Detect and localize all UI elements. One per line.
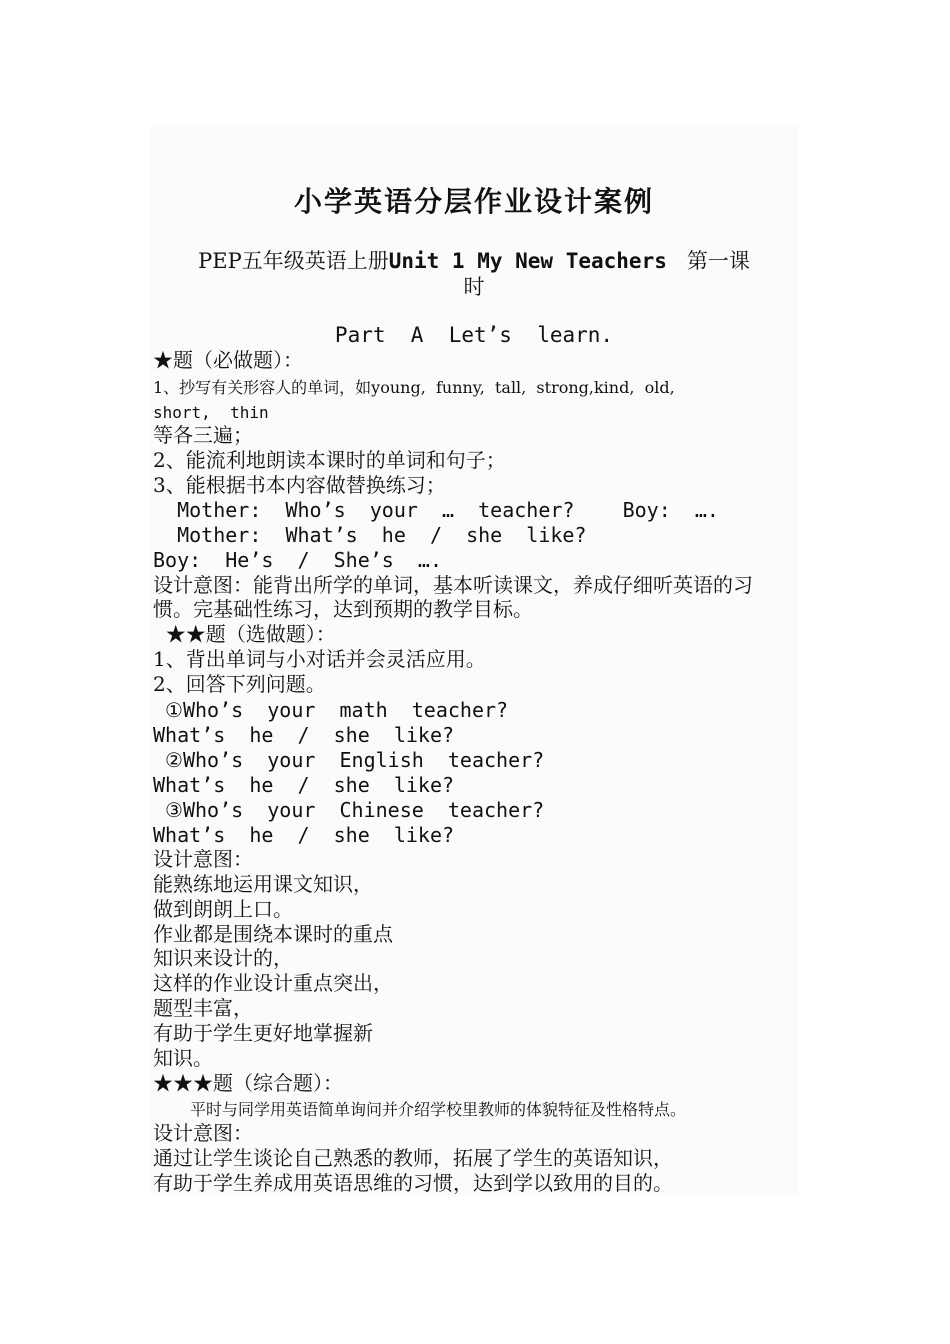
subtitle-lesson: 第一课 bbox=[686, 249, 750, 273]
level3-heading: ★★★题（综合题）： bbox=[153, 1071, 343, 1095]
page-title: 小学英语分层作业设计案例 bbox=[293, 185, 654, 218]
level2-item1: 1、背出单词与小对话并会灵活应用。 bbox=[153, 647, 486, 671]
subtitle-lesson-cont: 时 bbox=[463, 275, 485, 299]
intent2-line-2: 做到朗朗上口。 bbox=[153, 897, 293, 921]
intent2-line-1: 能熟练地运用课文知识， bbox=[153, 872, 373, 896]
intent3-line-1: 通过让学生谈论自己熟悉的教师，拓展了学生的英语知识， bbox=[153, 1146, 673, 1170]
question-1: ①Who’s your math teacher? bbox=[153, 698, 509, 722]
intent3-line-2: 有助于学生养成用英语思维的习惯，达到学以致用的目的。 bbox=[153, 1171, 673, 1195]
intent1-line-1: 设计意图：能背出所学的单词，基本听读课文，养成仔细听英语的习 bbox=[153, 573, 753, 597]
intent1-line-2: 惯。完基础性练习，达到预期的教学目标。 bbox=[153, 597, 533, 621]
question-3-follow: What’s he / she like? bbox=[153, 823, 455, 847]
part-heading: Part A Let’s learn. bbox=[334, 323, 614, 347]
level1-heading: ★题（必做题）： bbox=[153, 348, 303, 372]
intent2-line-8: 知识。 bbox=[153, 1046, 213, 1070]
level1-item1-end: 等各三遍； bbox=[153, 423, 253, 447]
intent2-line-7: 有助于学生更好地掌握新 bbox=[153, 1021, 373, 1045]
subtitle-grade: PEP五年级英语上册 bbox=[198, 249, 389, 273]
intent2-line-6: 题型丰富， bbox=[153, 996, 253, 1020]
question-1-follow: What’s he / she like? bbox=[153, 723, 455, 747]
level1-item1-cont: short, thin bbox=[153, 403, 269, 422]
subtitle-unit: Unit 1 My New Teachers bbox=[388, 249, 667, 273]
intent2-line-5: 这样的作业设计重点突出， bbox=[153, 971, 393, 995]
dialog-line-3: Boy: He’s / She’s …. bbox=[153, 548, 442, 572]
level2-heading: ★★题（选做题）： bbox=[153, 622, 336, 646]
question-3: ③Who’s your Chinese teacher? bbox=[153, 798, 545, 822]
level1-item3: 3、能根据书本内容做替换练习； bbox=[153, 473, 446, 497]
dialog-line-2: Mother: What’s he / she like? bbox=[153, 523, 587, 547]
question-2: ②Who’s your English teacher? bbox=[153, 748, 545, 772]
level2-item2: 2、回答下列问题。 bbox=[153, 672, 326, 696]
level1-item1: 1、抄写有关形容人的单词，如young, funny, tall, strong,kind, old, bbox=[153, 378, 675, 397]
level3-task: 平时与同学用英语简单询问并介绍学校里教师的体貌特征及性格特点。 bbox=[190, 1100, 687, 1119]
intent3-label: 设计意图： bbox=[153, 1121, 253, 1145]
intent2-label: 设计意图： bbox=[153, 847, 253, 871]
dialog-line-1: Mother: Who’s your … teacher? Boy: …. bbox=[153, 498, 719, 522]
level1-item2: 2、能流利地朗读本课时的单词和句子； bbox=[153, 448, 506, 472]
intent2-line-4: 知识来设计的， bbox=[153, 946, 293, 970]
lesson-subtitle bbox=[150, 248, 798, 300]
question-2-follow: What’s he / she like? bbox=[153, 773, 455, 797]
intent2-line-3: 作业都是围绕本课时的重点 bbox=[153, 922, 393, 946]
